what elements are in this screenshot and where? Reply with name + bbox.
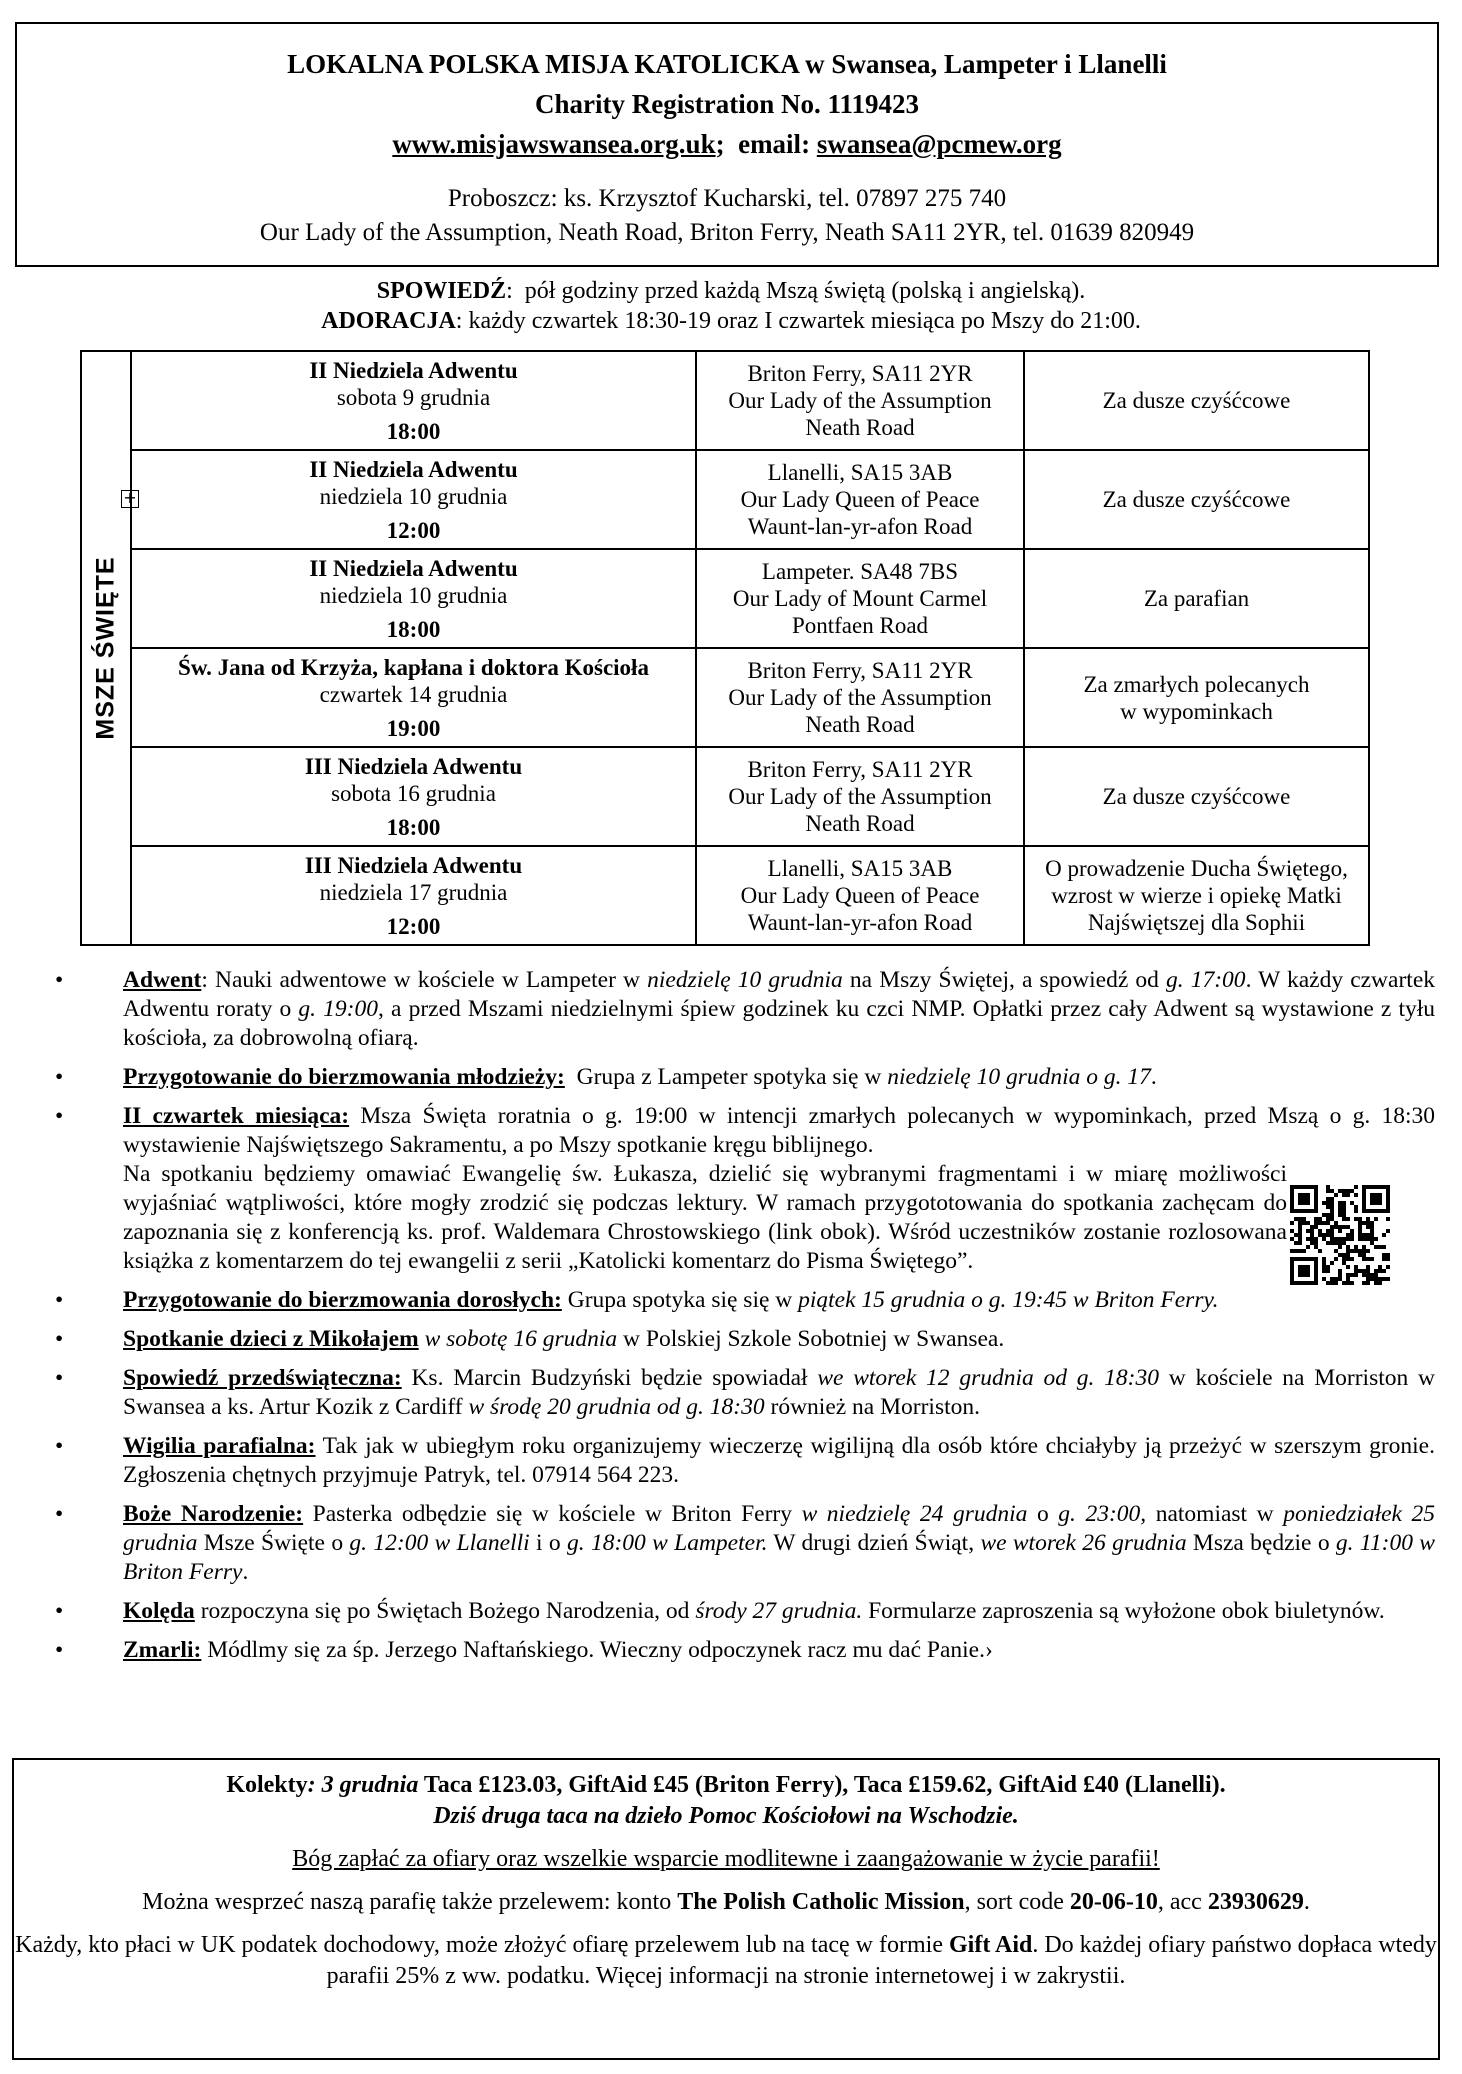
notice-christmas-confession bbox=[45, 1364, 1435, 1422]
mass-location-cell bbox=[696, 648, 1024, 747]
mass-row bbox=[81, 846, 1369, 945]
mass-title: II Niedziela Adwentu bbox=[309, 555, 518, 581]
priest-info: Proboszcz: ks. Krzysztof Kucharski, tel. 07897 275 740 bbox=[447, 185, 1007, 212]
intention-line: Za dusze czyśćcowe bbox=[1102, 388, 1291, 413]
mission-title: LOKALNA POLSKA MISJA KATOLICKA w Swansea, Lampeter i Llanelli bbox=[287, 49, 1167, 79]
mass-title: II Niedziela Adwentu bbox=[309, 357, 518, 383]
intention-line: wzrost w wierze i opiekę Matki bbox=[1051, 883, 1342, 908]
notice-text: . bbox=[1150, 1064, 1157, 1090]
collections-amounts: Taca £123.03, GiftAid £45 (Briton Ferry), Taca £159.62, GiftAid £40 (Llanelli). bbox=[418, 1772, 1226, 1798]
gift-aid-text: . Do każdej ofiary państwo dopłaca wtedy parafii 25% z ww. podatku. Więcej informacji na stronie internetowej i w zakrystii. bbox=[326, 1932, 1437, 1989]
bullet-icon: • bbox=[55, 1433, 64, 1459]
contact-separator: ; email: bbox=[715, 129, 817, 159]
notice-italic: we wtorek 26 grudnia bbox=[980, 1530, 1187, 1556]
collections-line bbox=[14, 1770, 1438, 1832]
notice-carol bbox=[45, 1597, 1435, 1626]
mass-title: III Niedziela Adwentu bbox=[304, 753, 523, 779]
gift-aid-label: Gift Aid bbox=[948, 1932, 1033, 1958]
intention-line: Za dusze czyśćcowe bbox=[1102, 784, 1291, 809]
notice-text: Ks. Marcin Budzyński będzie spowiadał bbox=[401, 1365, 818, 1391]
location-line: Our Lady Queen of Peace bbox=[740, 883, 980, 908]
mass-date-cell bbox=[131, 450, 696, 549]
notice-label: Boże Narodzenie: bbox=[123, 1501, 304, 1527]
thanks-line: Bóg zapłać za ofiary oraz wszelkie wsparcie modlitewne i zaangażowanie w życie parafii! bbox=[292, 1846, 1160, 1872]
mass-intention-cell bbox=[1024, 450, 1369, 549]
mass-date-cell bbox=[131, 648, 696, 747]
gift-aid-line bbox=[14, 1930, 1438, 1992]
website-link[interactable]: www.misjawswansea.org.uk bbox=[392, 129, 716, 159]
mass-title: Św. Jana od Krzyża, kapłana i doktora Kościoła bbox=[178, 654, 649, 680]
mass-date: niedziela 10 grudnia bbox=[319, 582, 508, 608]
notice-italic: g. 18:00 w Lampeter. bbox=[567, 1530, 768, 1556]
notice-italic: w sobotę 16 grudnia bbox=[418, 1326, 618, 1352]
notice-italic: niedzielę 10 grudnia o g. 17 bbox=[887, 1064, 1151, 1090]
notice-label: Kolęda bbox=[123, 1598, 195, 1624]
location-line: Neath Road bbox=[805, 415, 915, 440]
notice-italic: g. 17:00 bbox=[1166, 967, 1246, 993]
charity-number: Charity Registration No. 1119423 bbox=[535, 89, 919, 119]
header-box bbox=[15, 22, 1439, 267]
bullet-icon: • bbox=[55, 1365, 64, 1391]
notice-deceased bbox=[45, 1636, 1435, 1665]
notice-text: . bbox=[242, 1559, 249, 1585]
notices-list bbox=[45, 966, 1435, 1675]
mass-date: czwartek 14 grudnia bbox=[319, 681, 508, 707]
mass-date-cell bbox=[131, 747, 696, 846]
collections-date: : 3 grudnia bbox=[307, 1772, 419, 1798]
bullet-icon: • bbox=[55, 1598, 64, 1624]
mass-time: 18:00 bbox=[386, 418, 441, 444]
notice-label: Adwent bbox=[123, 967, 202, 993]
location-line: Our Lady of the Assumption bbox=[728, 784, 992, 809]
mass-time: 19:00 bbox=[386, 715, 441, 741]
location-line: Briton Ferry, SA11 2YR bbox=[747, 658, 973, 683]
mass-schedule-table bbox=[80, 350, 1370, 946]
mass-location-cell bbox=[696, 846, 1024, 945]
location-line: Our Lady Queen of Peace bbox=[740, 487, 980, 512]
adoration-label: ADORACJA bbox=[321, 308, 456, 334]
mass-location-cell bbox=[696, 351, 1024, 450]
intention-line: w wypominkach bbox=[1120, 698, 1273, 724]
notice-label: Spotkanie dzieci z Mikołajem bbox=[123, 1326, 419, 1352]
location-line: Briton Ferry, SA11 2YR bbox=[747, 757, 973, 782]
mass-row bbox=[81, 450, 1369, 549]
intention-line: O prowadzenie Ducha Świętego, bbox=[1045, 856, 1348, 881]
mass-time: 12:00 bbox=[386, 517, 441, 543]
bullet-icon: • bbox=[55, 1103, 64, 1129]
notice-text: W drugi dzień Świąt, bbox=[767, 1530, 981, 1556]
mass-date: sobota 9 grudnia bbox=[336, 384, 491, 410]
gift-aid-text: Każdy, kto płaci w UK podatek dochodowy, może złożyć ofiarę przelewem lub na tacę w formie bbox=[15, 1932, 949, 1958]
notice-advent bbox=[45, 966, 1435, 1053]
notice-text: o bbox=[1027, 1501, 1059, 1527]
notice-italic: niedzielę 10 grudnia bbox=[647, 967, 843, 993]
email-link[interactable]: swansea@pcmew.org bbox=[816, 129, 1062, 159]
notice-label: Wigilia parafialna: bbox=[123, 1433, 316, 1459]
mass-side-cell bbox=[81, 351, 131, 945]
notice-text: Msze Święte o bbox=[197, 1530, 350, 1556]
location-line: Waunt-lan-yr-afon Road bbox=[747, 910, 973, 935]
confession-line bbox=[0, 276, 1462, 306]
notice-adult-confirmation bbox=[45, 1286, 1435, 1315]
notice-italic: g. 23:00, bbox=[1058, 1501, 1147, 1527]
notice-italic: poniedziałek 25 grudnia bbox=[123, 1501, 1436, 1556]
mass-time: 18:00 bbox=[386, 814, 441, 840]
mass-date-cell bbox=[131, 846, 696, 945]
notice-italic: środy 27 grudnia. bbox=[695, 1598, 863, 1624]
location-line: Neath Road bbox=[805, 811, 915, 836]
mass-title: III Niedziela Adwentu bbox=[304, 852, 523, 878]
location-line: Our Lady of Mount Carmel bbox=[732, 586, 988, 611]
mass-intention-cell bbox=[1024, 747, 1369, 846]
confession-label: SPOWIEDŹ bbox=[376, 278, 507, 304]
location-line: Lampeter. SA48 7BS bbox=[761, 559, 959, 584]
notice-text: i o bbox=[529, 1530, 567, 1556]
bank-text: , sort code bbox=[964, 1889, 1070, 1915]
sort-code: 20-06-10 bbox=[1069, 1889, 1158, 1915]
notice-italic: g. 19:00 bbox=[298, 996, 378, 1022]
mass-intention-cell bbox=[1024, 351, 1369, 450]
expand-icon[interactable]: + bbox=[121, 490, 139, 508]
mass-row bbox=[81, 648, 1369, 747]
bullet-icon: • bbox=[55, 967, 64, 993]
notice-italic: w środę 20 grudnia od g. 18:30 bbox=[468, 1394, 765, 1420]
mass-row bbox=[81, 351, 1369, 450]
location-line: Pontfaen Road bbox=[791, 613, 929, 638]
bank-text: , acc bbox=[1157, 1889, 1208, 1915]
notice-text: : Nauki adwentowe w kościele w Lampeter w bbox=[201, 967, 648, 993]
notice-text: Grupa z Lampeter spotyka się w bbox=[564, 1064, 888, 1090]
mass-date-cell bbox=[131, 549, 696, 648]
bullet-icon: • bbox=[55, 1501, 64, 1527]
second-collection: Dziś druga taca na dzieło Pomoc Kościołowi na Wschodzie. bbox=[433, 1803, 1019, 1829]
notice-text: . W każdy czwartek Adwentu roraty o bbox=[123, 967, 1435, 1022]
account-number: 23930629 bbox=[1207, 1889, 1304, 1915]
location-line: Our Lady of the Assumption bbox=[728, 685, 992, 710]
location-line: Llanelli, SA15 3AB bbox=[767, 856, 953, 881]
adoration-line bbox=[0, 306, 1462, 336]
bullet-icon: • bbox=[55, 1287, 64, 1313]
notice-label: Przygotowanie do bierzmowania młodzieży: bbox=[123, 1064, 565, 1090]
notice-text: Grupa spotyka się się w bbox=[561, 1287, 799, 1313]
notice-label: II czwartek miesiąca: bbox=[123, 1103, 350, 1129]
notice-st-nicholas bbox=[45, 1325, 1435, 1354]
mass-intention-cell bbox=[1024, 846, 1369, 945]
mass-location-cell bbox=[696, 747, 1024, 846]
mass-date: niedziela 10 grudnia bbox=[319, 483, 508, 509]
bank-line bbox=[14, 1887, 1438, 1918]
notice-italic: w niedzielę 24 grudnia bbox=[801, 1501, 1028, 1527]
bank-account-name: The Polish Catholic Mission bbox=[677, 1889, 965, 1915]
mass-intention-cell bbox=[1024, 648, 1369, 747]
mass-location-cell bbox=[696, 549, 1024, 648]
bullet-icon: • bbox=[55, 1637, 64, 1663]
notice-italic: we wtorek 12 grudnia od g. 18:30 bbox=[817, 1365, 1160, 1391]
notice-text: Formularze zaproszenia są wyłożone obok biuletynów. bbox=[862, 1598, 1385, 1624]
location-line: Neath Road bbox=[805, 712, 915, 737]
mass-row bbox=[81, 549, 1369, 648]
confession-text: : pół godziny przed każdą Mszą świętą (polską i angielską). bbox=[506, 278, 1086, 304]
location-line: Briton Ferry, SA11 2YR bbox=[747, 361, 973, 386]
intention-line: Za zmarłych polecanych bbox=[1083, 671, 1310, 697]
adoration-text: : każdy czwartek 18:30-19 oraz I czwartek miesiąca po Mszy do 21:00. bbox=[455, 308, 1141, 334]
location-line: Waunt-lan-yr-afon Road bbox=[747, 514, 973, 539]
notice-youth-confirmation bbox=[45, 1063, 1435, 1092]
notice-text: Pasterka odbędzie się w kościele w Briton Ferry bbox=[303, 1501, 802, 1527]
bank-text: . bbox=[1303, 1889, 1310, 1915]
bullet-icon: • bbox=[55, 1326, 64, 1352]
intention-line: Najświętszej dla Sophii bbox=[1087, 910, 1306, 935]
mass-time: 12:00 bbox=[386, 913, 441, 939]
mass-title: II Niedziela Adwentu bbox=[309, 456, 518, 482]
notice-text: na Mszy Świętej, a spowiedź od bbox=[842, 967, 1166, 993]
mass-location-cell bbox=[696, 450, 1024, 549]
mass-row bbox=[81, 747, 1369, 846]
notice-italic: g. 11:00 w Briton Ferry bbox=[123, 1530, 1435, 1585]
notice-label: Przygotowanie do bierzmowania dorosłych: bbox=[123, 1287, 562, 1313]
bank-text: Można wesprzeć naszą parafię także przelewem: konto bbox=[142, 1889, 678, 1915]
notice-text: Msza Święta roratnia o g. 19:00 w intencji zmarłych polecanych w wypominkach, przed Mszą o g. 18:30 wystawienie Najświętszego Sakramentu, a po Mszy spotkanie kręgu biblijnego. bbox=[123, 1103, 1435, 1158]
mass-intention-cell bbox=[1024, 549, 1369, 648]
notice-text: w kościele na Morriston w Swansea a ks. Artur Kozik z Cardiff bbox=[123, 1365, 1435, 1420]
notice-christmas bbox=[45, 1500, 1435, 1587]
footer-box bbox=[12, 1758, 1440, 2060]
contact-line bbox=[17, 124, 1437, 164]
location-line: Llanelli, SA15 3AB bbox=[767, 460, 953, 485]
notice-label: Zmarli: bbox=[123, 1637, 202, 1663]
intention-line: Za dusze czyśćcowe bbox=[1102, 487, 1291, 512]
bullet-icon: • bbox=[55, 1064, 64, 1090]
notice-italic: g. 12:00 w Llanelli bbox=[349, 1530, 530, 1556]
mass-side-label: MSZE ŚWIĘTE bbox=[91, 556, 120, 740]
mass-date: niedziela 17 grudnia bbox=[319, 879, 508, 905]
bible-circle-text: Na spotkaniu będziemy omawiać Ewangelię św. Łukasza, dzielić się wybranymi fragmentami i w miarę możliwości wyjaśniać wątpliwości, które mogły zrodzić się podczas lektury. W ramach przygototowania do spotkania zachęcam do zapoznania się z konferencją ks. prof. Waldemara Chrostowskiego (link obok). Wśród uczestników zostanie rozlosowana książka z komentarzem do tej ewangelii z serii „Katolicki komentarz do Pisma Świętego”. bbox=[123, 1161, 1287, 1274]
notice-second-thursday bbox=[45, 1102, 1435, 1276]
mass-date: sobota 16 grudnia bbox=[331, 780, 496, 806]
notice-text: , a przed Mszami niedzielnymi śpiew godzinek ku czci NMP. Opłatki przez cały Adwent są wystawione z tyłu kościoła, za dobrowolną ofiarą. bbox=[123, 996, 1436, 1051]
notice-parish-vigil bbox=[45, 1432, 1435, 1490]
notice-label: Spowiedź przedświąteczna: bbox=[123, 1365, 402, 1391]
location-line: Our Lady of the Assumption bbox=[728, 388, 992, 413]
notice-text: Msza będzie o bbox=[1186, 1530, 1336, 1556]
church-address: Our Lady of the Assumption, Neath Road, Briton Ferry, Neath SA11 2YR, tel. 01639 820949 bbox=[259, 219, 1195, 246]
collections-label: Kolekty bbox=[226, 1772, 308, 1798]
mass-date-cell bbox=[131, 351, 696, 450]
mass-time: 18:00 bbox=[386, 616, 441, 642]
notice-text: w Polskiej Szkole Sobotniej w Swansea. bbox=[617, 1326, 1005, 1352]
notice-text: również na Morriston. bbox=[764, 1394, 980, 1420]
notice-text: natomiast w bbox=[1146, 1501, 1284, 1527]
notice-text: Tak jak w ubiegłym roku organizujemy wieczerzę wigilijną dla osób które chciałyby ją przeżyć w szerszym gronie. Zgłoszenia chętnych przyjmuje Patryk, tel. 07914 564 223. bbox=[123, 1433, 1435, 1488]
notice-italic: piątek 15 grudnia o g. 19:45 w Briton Ferry. bbox=[798, 1287, 1219, 1313]
notice-text: Módlmy się za śp. Jerzego Naftańskiego. Wieczny odpoczynek racz mu dać Panie.› bbox=[201, 1637, 993, 1663]
notice-text: rozpoczyna się po Świętach Bożego Narodzenia, od bbox=[194, 1598, 696, 1624]
intention-line: Za parafian bbox=[1143, 586, 1250, 611]
qr-code-icon[interactable] bbox=[1290, 1185, 1390, 1285]
